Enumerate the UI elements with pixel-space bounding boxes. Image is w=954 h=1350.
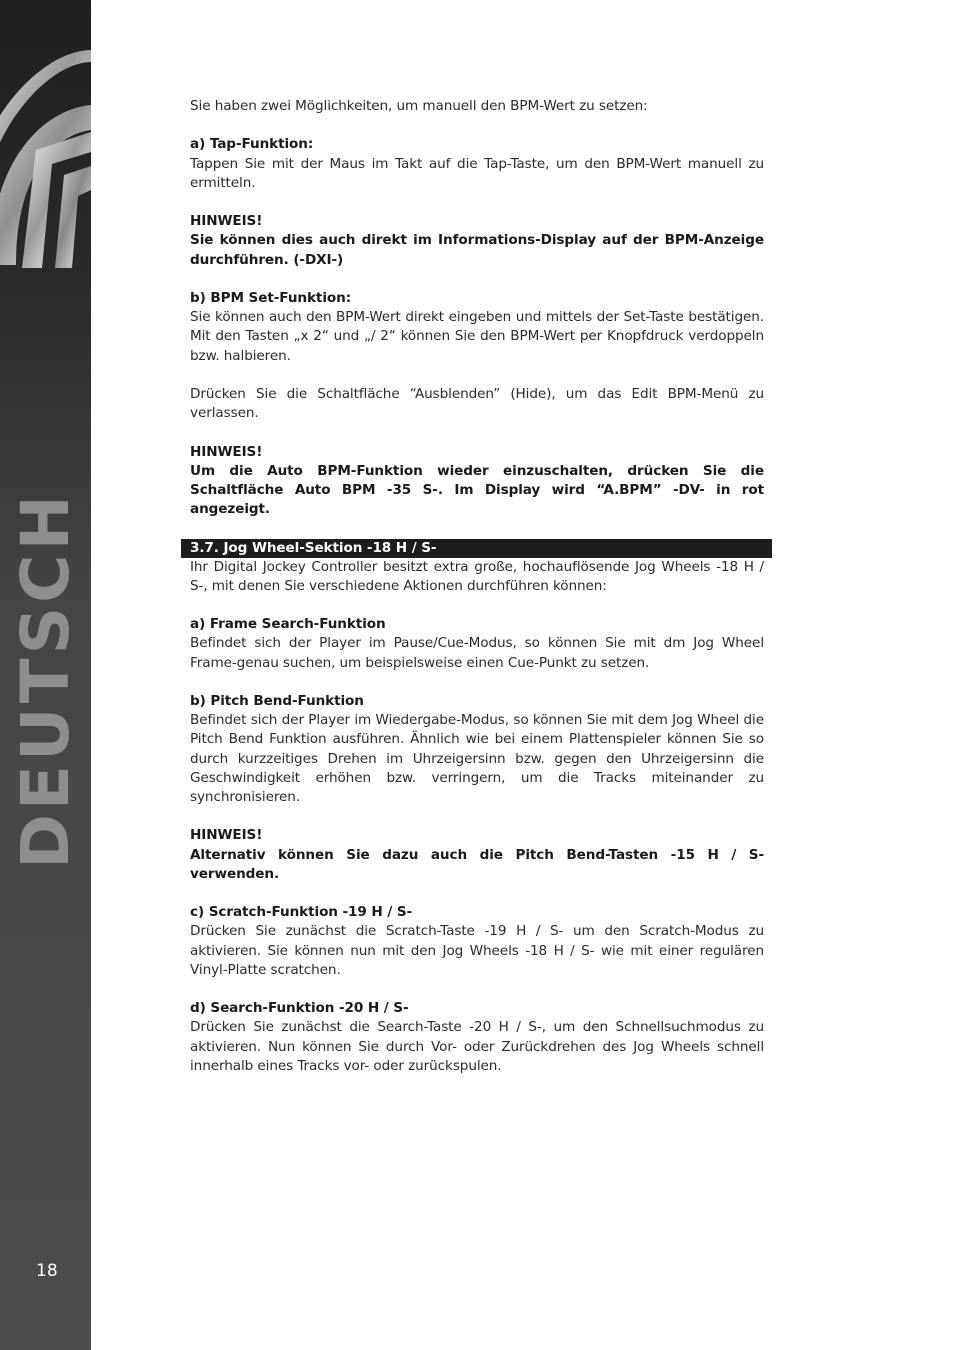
language-label: DEUTSCH — [7, 491, 84, 869]
search-heading: d) Search-Funktion -20 H / S- — [190, 1000, 409, 1017]
document-body — [190, 97, 764, 1095]
note-heading: HINWEIS! — [190, 213, 263, 230]
sidebar — [0, 0, 91, 1350]
brand-logo — [0, 40, 91, 280]
tap-heading: a) Tap-Funktion: — [190, 136, 314, 153]
note-paragraph: Um die Auto BPM-Funktion wieder einzuschalten, drücken Sie die Schaltfläche Auto BPM -35 S-. Im Display wird “A.BPM” -DV- in rot angezeigt. — [190, 462, 764, 518]
section-title-bar: 3.7. Jog Wheel-Sektion -18 H / S- — [181, 539, 772, 558]
note-paragraph: Sie können dies auch direkt im Informations-Display auf der BPM-Anzeige durchführen. (-DXI-) — [190, 232, 764, 268]
note-heading: HINWEIS! — [190, 827, 263, 844]
frame-search-paragraph: Befindet sich der Player im Pause/Cue-Modus, so können Sie mit dm Jog Wheel Frame-genau suchen, um beispielsweise einen Cue-Punkt zu setzen. — [190, 635, 764, 671]
section-intro-paragraph: Ihr Digital Jockey Controller besitzt extra große, hochauflösende Jog Wheels -18 H / S-, mit denen Sie verschiedene Aktionen durchführen können: — [190, 558, 764, 594]
tap-paragraph: Tappen Sie mit der Maus im Takt auf die Tap-Taste, um den BPM-Wert manuell zu ermitteln. — [190, 155, 764, 191]
frame-search-heading: a) Frame Search-Funktion — [190, 616, 386, 633]
page-number: 18 — [36, 1261, 58, 1281]
intro-paragraph: Sie haben zwei Möglichkeiten, um manuell den BPM-Wert zu setzen: — [190, 98, 648, 114]
bpm-set-paragraph: Sie können auch den BPM-Wert direkt eingeben und mittels der Set-Taste bestätigen. Mit den Tasten „x 2“ und „/ 2“ können Sie den BPM-Wert per Knopfdruck verdoppeln bzw. halbieren. — [190, 309, 764, 364]
bpm-set-heading: b) BPM Set-Funktion: — [190, 289, 352, 306]
search-paragraph: Drücken Sie zunächst die Search-Taste -20 H / S-, um den Schnellsuchmodus zu aktivieren. Nun können Sie durch Vor- oder Zurückdrehen des Jog Wheels schnell innerhalb eines Tracks vor- oder zurückspulen. — [190, 1019, 764, 1074]
note-paragraph: Alternativ können Sie dazu auch die Pitch Bend-Tasten -15 H / S- verwenden. — [190, 846, 764, 882]
hide-paragraph: Drücken Sie die Schaltfläche “Ausblenden” (Hide), um das Edit BPM-Menü zu verlassen. — [190, 385, 764, 422]
pitch-bend-heading: b) Pitch Bend-Funktion — [190, 692, 364, 709]
scratch-paragraph: Drücken Sie zunächst die Scratch-Taste -19 H / S- um den Scratch-Modus zu aktivieren. Sie können nun mit den Jog Wheels -18 H / S- wie mit einer regulären Vinyl-Platte scratchen. — [190, 923, 764, 978]
scratch-heading: c) Scratch-Funktion -19 H / S- — [190, 904, 413, 921]
pitch-bend-paragraph: Befindet sich der Player im Wiedergabe-Modus, so können Sie mit dem Jog Wheel die Pitch Bend Funktion ausführen. Ähnlich wie bei einem Plattenspieler können Sie so durch kurzzeitiges Drehen im Uhrzeigersinn bzw. gegen den Uhrzeigersinn die Geschwindigkeit erhöhen bzw. verringern, um die Tracks miteinander zu synchronisieren. — [190, 712, 764, 805]
note-heading: HINWEIS! — [190, 443, 263, 460]
